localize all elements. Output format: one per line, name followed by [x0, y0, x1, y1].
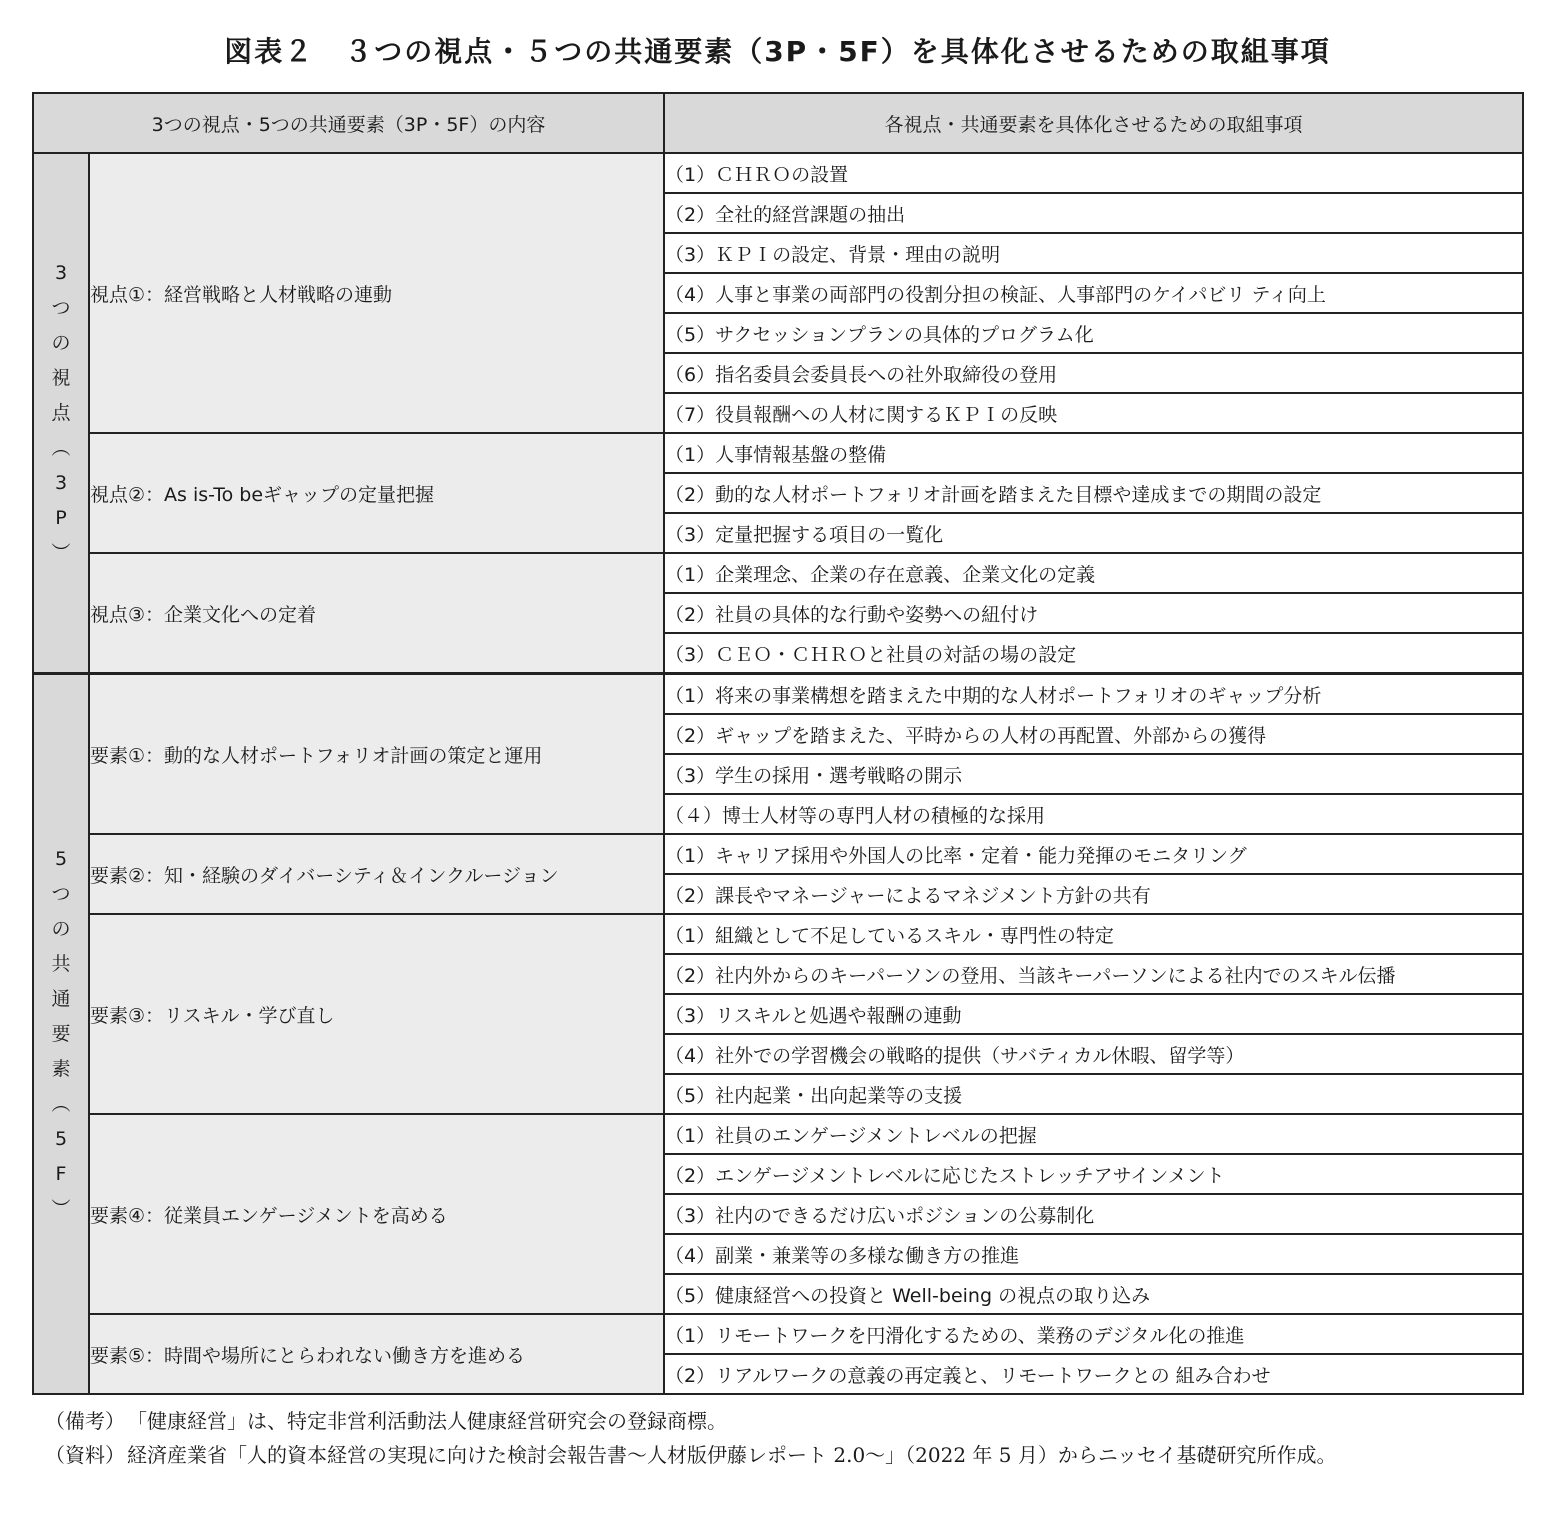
section-label: 要素①：動的な人材ポートフォリオ計画の策定と運用	[89, 674, 664, 835]
section-label: 要素④：従業員エンゲージメントを高める	[89, 1114, 664, 1314]
group-5f-char: ︵	[51, 1092, 71, 1115]
group-5f-char: 共	[51, 952, 71, 975]
group-3p-char: 視	[51, 366, 71, 389]
table-row	[33, 1314, 1523, 1354]
initiative-item: （1）リモートワークを円滑化するための、業務のデジタル化の推進	[664, 1314, 1523, 1354]
initiative-item: （3）リスキルと処遇や報酬の連動	[664, 994, 1523, 1034]
group-3p-char: P	[55, 506, 67, 529]
table-row	[33, 553, 1523, 593]
initiative-item: （3）定量把握する項目の一覧化	[664, 513, 1523, 553]
initiative-item: （2）社員の具体的な行動や姿勢への紐付け	[664, 593, 1523, 633]
initiative-item: （2）課長やマネージャーによるマネジメント方針の共有	[664, 874, 1523, 914]
group-5f-char: 要	[51, 1022, 71, 1045]
table-row	[33, 153, 1523, 193]
initiative-item: （1）将来の事業構想を踏まえた中期的な人材ポートフォリオのギャップ分析	[664, 674, 1523, 715]
group-5f-label	[33, 674, 89, 1395]
table-row	[33, 1114, 1523, 1154]
table-header-row	[33, 93, 1523, 153]
group-5f-char: 5	[54, 1127, 68, 1150]
section-label: 視点②：As is-To beギャップの定量把握	[89, 433, 664, 553]
group-5f-char: の	[51, 917, 71, 940]
group-3p-char: つ	[51, 296, 71, 319]
initiative-item: （3）ＣＥＯ・ＣＨＲＯと社員の対話の場の設定	[664, 633, 1523, 674]
initiative-item: （4）人事と事業の両部門の役割分担の検証、人事部門のケイパビリ ティ向上	[664, 273, 1523, 313]
header-right: 各視点・共通要素を具体化させるための取組事項	[664, 93, 1523, 153]
group-5f-char: 5	[54, 847, 68, 870]
group-5f-char: つ	[51, 882, 71, 905]
initiative-item: （5）サクセッションプランの具体的プログラム化	[664, 313, 1523, 353]
initiative-item: （1）人事情報基盤の整備	[664, 433, 1523, 473]
initiative-item: （1）社員のエンゲージメントレベルの把握	[664, 1114, 1523, 1154]
notes	[45, 1404, 1515, 1472]
initiative-item: （3）社内のできるだけ広いポジションの公募制化	[664, 1194, 1523, 1234]
initiative-item: （2）全社的経営課題の抽出	[664, 193, 1523, 233]
section-label: 要素②：知・経験のダイバーシティ＆インクルージョン	[89, 834, 664, 914]
group-3p-char: 3	[54, 261, 68, 284]
initiative-item: （6）指名委員会委員長への社外取締役の登用	[664, 353, 1523, 393]
initiative-item: （4）副業・兼業等の多様な働き方の推進	[664, 1234, 1523, 1274]
page-title: 図表２ ３つの視点・５つの共通要素（3P・5F）を具体化させるための取組事項	[224, 35, 1331, 68]
section-label: 要素⑤：時間や場所にとらわれない働き方を進める	[89, 1314, 664, 1394]
initiative-item: （2）リアルワークの意義の再定義と、リモートワークとの 組み合わせ	[664, 1354, 1523, 1394]
group-5f-char: ︶	[51, 1197, 71, 1220]
table-body	[33, 153, 1523, 1394]
note-remarks	[45, 1404, 1515, 1438]
section-label: 視点③：企業文化への定着	[89, 553, 664, 674]
note-source-text: 経済産業省「人的資本経営の実現に向けた検討会報告書～人材版伊藤レポート 2.0～」（2022 年 5 月）からニッセイ基礎研究所作成。	[127, 1443, 1337, 1467]
table-row	[33, 674, 1523, 715]
initiative-item: （2）社内外からのキーパーソンの登用、当該キーパーソンによる社内でのスキル伝播	[664, 954, 1523, 994]
section-label: 要素③：リスキル・学び直し	[89, 914, 664, 1114]
initiatives-table	[32, 92, 1524, 1395]
note-remarks-label: （備考）	[45, 1409, 125, 1433]
initiative-item: （3）ＫＰＩの設定、背景・理由の説明	[664, 233, 1523, 273]
table-row	[33, 834, 1523, 874]
initiative-item: （1）ＣＨＲＯの設置	[664, 153, 1523, 193]
initiative-item: （3）学生の採用・選考戦略の開示	[664, 754, 1523, 794]
initiative-item: （5）健康経営への投資と Well-being の視点の取り込み	[664, 1274, 1523, 1314]
group-3p-char: の	[51, 331, 71, 354]
group-3p-label	[33, 153, 89, 674]
initiative-item: （5）社内起業・出向起業等の支援	[664, 1074, 1523, 1114]
header-left: 3つの視点・5つの共通要素（3P・5F）の内容	[33, 93, 664, 153]
initiative-item: （2）エンゲージメントレベルに応じたストレッチアサインメント	[664, 1154, 1523, 1194]
initiative-item: （7）役員報酬への人材に関するＫＰＩの反映	[664, 393, 1523, 433]
group-5f-char: 素	[51, 1057, 71, 1080]
note-source	[45, 1438, 1515, 1472]
group-3p-char: ︶	[51, 541, 71, 564]
initiative-item: （４）博士人材等の専門人材の積極的な採用	[664, 794, 1523, 834]
note-remarks-text: 「健康経営」は、特定非営利活動法人健康経営研究会の登録商標。	[127, 1409, 727, 1433]
table-row	[33, 433, 1523, 473]
group-5f-char: F	[55, 1162, 67, 1185]
group-5f-char: 通	[51, 987, 71, 1010]
group-3p-char: 点	[51, 401, 71, 424]
note-source-label: （資料）	[45, 1443, 125, 1467]
section-label: 視点①：経営戦略と人材戦略の連動	[89, 153, 664, 433]
initiative-item: （2）ギャップを踏まえた、平時からの人材の再配置、外部からの獲得	[664, 714, 1523, 754]
group-3p-char: ︵	[51, 436, 71, 459]
table-row	[33, 914, 1523, 954]
group-3p-char: 3	[54, 471, 68, 494]
initiative-item: （4）社外での学習機会の戦略的提供（サバティカル休暇、留学等）	[664, 1034, 1523, 1074]
initiative-item: （1）企業理念、企業の存在意義、企業文化の定義	[664, 553, 1523, 593]
initiative-item: （1）キャリア採用や外国人の比率・定着・能力発揮のモニタリング	[664, 834, 1523, 874]
initiative-item: （1）組織として不足しているスキル・専門性の特定	[664, 914, 1523, 954]
initiative-item: （2）動的な人材ポートフォリオ計画を踏まえた目標や達成までの期間の設定	[664, 473, 1523, 513]
